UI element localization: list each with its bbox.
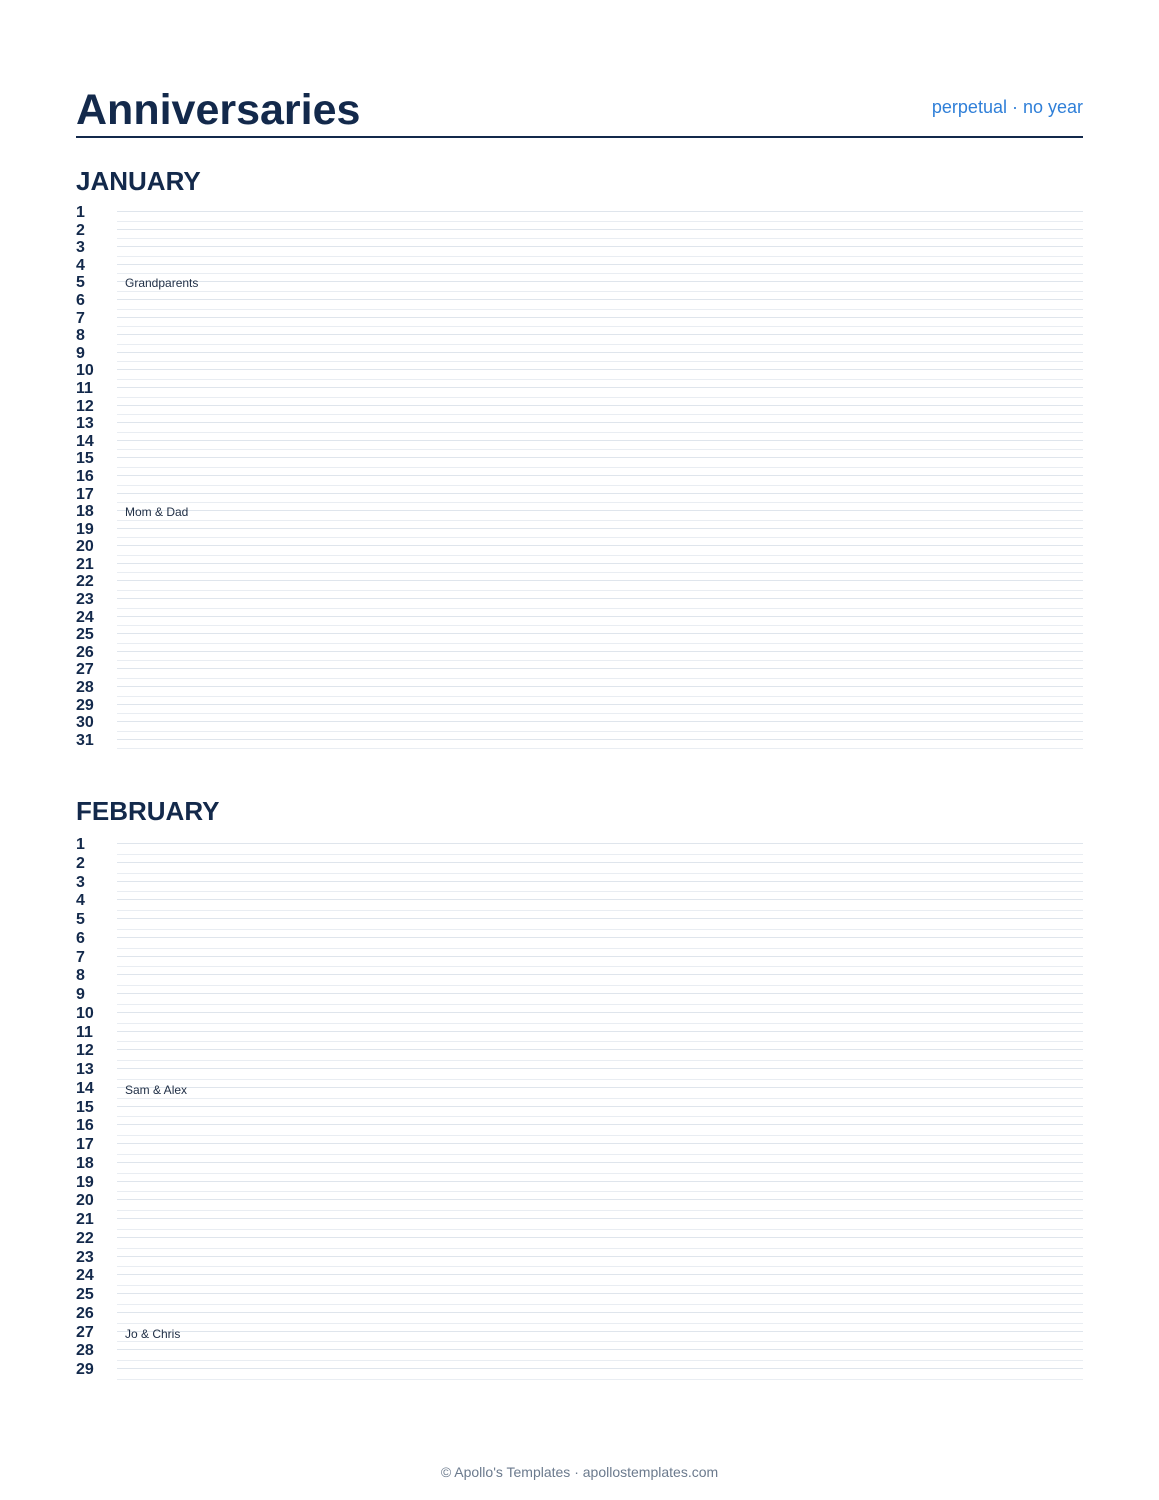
writing-line [117, 352, 1083, 353]
day-row [76, 362, 1083, 380]
writing-line [117, 956, 1083, 957]
day-row [76, 1211, 1083, 1230]
writing-line [117, 843, 1083, 844]
day-row [76, 538, 1083, 556]
writing-line [117, 651, 1083, 652]
writing-line [117, 1087, 1083, 1088]
day-row [76, 1249, 1083, 1268]
writing-line [117, 974, 1083, 975]
day-number: 17 [76, 485, 94, 503]
writing-line [117, 1049, 1083, 1050]
writing-line [117, 1031, 1083, 1032]
day-number: 18 [76, 503, 94, 521]
day-number: 11 [76, 1023, 93, 1041]
day-number: 12 [76, 397, 94, 415]
day-row [76, 573, 1083, 591]
writing-line [117, 1379, 1083, 1380]
day-row [76, 1061, 1083, 1080]
day-row [76, 986, 1083, 1005]
day-number: 17 [76, 1136, 94, 1153]
day-row [76, 732, 1083, 750]
writing-line [117, 475, 1083, 476]
writing-line [117, 1199, 1083, 1200]
writing-line [117, 334, 1083, 335]
day-number: 2 [76, 854, 85, 872]
anniversary-note: Grandparents [125, 276, 199, 291]
day-number: 26 [76, 1304, 94, 1322]
day-number: 2 [76, 221, 85, 239]
writing-line [117, 633, 1083, 634]
writing-line [117, 563, 1083, 564]
anniversary-note: Sam & Alex [125, 1082, 188, 1097]
day-list [76, 204, 1083, 749]
day-number: 8 [76, 967, 85, 985]
day-number: 10 [76, 362, 94, 380]
page-header [76, 86, 1083, 138]
writing-line [117, 528, 1083, 529]
day-row [76, 1099, 1083, 1118]
day-row [76, 468, 1083, 486]
day-number: 5 [76, 274, 85, 292]
day-row [76, 345, 1083, 363]
day-number: 25 [76, 626, 94, 644]
writing-line [117, 1106, 1083, 1107]
day-number: 30 [76, 714, 94, 732]
day-row [76, 1136, 1083, 1155]
day-row [76, 1155, 1083, 1174]
day-number: 1 [76, 204, 85, 221]
writing-line [117, 510, 1083, 511]
writing-line [117, 1143, 1083, 1144]
anniversary-note: Mom & Dad [125, 505, 189, 520]
day-row [76, 1286, 1083, 1305]
day-number: 1 [76, 836, 85, 853]
writing-line [117, 264, 1083, 265]
day-row [76, 1042, 1083, 1061]
day-number: 23 [76, 1248, 94, 1266]
writing-line [117, 229, 1083, 230]
day-number: 28 [76, 679, 94, 697]
writing-line [117, 281, 1083, 282]
day-number: 13 [76, 415, 94, 433]
day-row [76, 626, 1083, 644]
writing-line [117, 881, 1083, 882]
day-number: 18 [76, 1154, 94, 1172]
day-row [76, 398, 1083, 416]
day-number: 20 [76, 538, 94, 556]
day-number: 20 [76, 1192, 94, 1210]
day-row [76, 310, 1083, 328]
writing-line [117, 918, 1083, 919]
day-row [76, 1005, 1083, 1024]
page-subtitle: perpetual · no year [931, 97, 1083, 117]
day-row [76, 714, 1083, 732]
day-number: 28 [76, 1342, 94, 1360]
writing-line [117, 457, 1083, 458]
day-number: 16 [76, 467, 94, 485]
day-number: 21 [76, 1211, 94, 1228]
writing-line [117, 1331, 1083, 1332]
writing-line [117, 739, 1083, 740]
writing-line [117, 246, 1083, 247]
writing-line [117, 545, 1083, 546]
day-row [76, 1324, 1083, 1343]
writing-line [117, 899, 1083, 900]
writing-line [117, 1012, 1083, 1013]
day-row [76, 644, 1083, 662]
day-number: 3 [76, 239, 85, 257]
day-row [76, 292, 1083, 310]
day-row [76, 930, 1083, 949]
day-row [76, 1361, 1083, 1380]
day-number: 29 [76, 1361, 94, 1378]
day-number: 25 [76, 1286, 94, 1303]
day-row [76, 949, 1083, 968]
day-row [76, 274, 1083, 292]
writing-line [117, 704, 1083, 705]
writing-line [117, 440, 1083, 441]
day-row [76, 1305, 1083, 1324]
day-number: 10 [76, 1004, 94, 1022]
day-row [76, 239, 1083, 257]
day-row [76, 661, 1083, 679]
day-row [76, 1192, 1083, 1211]
day-row [76, 1267, 1083, 1286]
footer-credit: © Apollo's Templates · apollostemplates.com [440, 1464, 719, 1480]
writing-line [117, 668, 1083, 669]
anniversary-note: Jo & Chris [125, 1326, 181, 1341]
month-heading: FEBRUARY [76, 796, 220, 826]
writing-line [117, 1218, 1083, 1219]
day-number: 9 [76, 986, 85, 1003]
day-row [76, 486, 1083, 504]
writing-line [117, 598, 1083, 599]
day-number: 16 [76, 1117, 94, 1135]
day-row [76, 1024, 1083, 1043]
day-row [76, 556, 1083, 574]
writing-line [117, 1124, 1083, 1125]
day-number: 24 [76, 608, 94, 626]
day-number: 26 [76, 643, 94, 661]
writing-line [117, 686, 1083, 687]
day-row [76, 204, 1083, 222]
day-number: 14 [76, 432, 94, 450]
day-number: 12 [76, 1042, 94, 1060]
writing-line [117, 299, 1083, 300]
day-number: 22 [76, 1229, 94, 1247]
day-number: 9 [76, 344, 85, 362]
writing-line [117, 1293, 1083, 1294]
day-row [76, 450, 1083, 468]
day-number: 24 [76, 1267, 94, 1285]
writing-line [117, 422, 1083, 423]
day-number: 13 [76, 1061, 94, 1078]
day-number: 5 [76, 911, 85, 928]
day-row [76, 222, 1083, 240]
writing-line [117, 1181, 1083, 1182]
writing-line [117, 387, 1083, 388]
day-row [76, 433, 1083, 451]
day-number: 19 [76, 1173, 94, 1191]
day-number: 22 [76, 573, 94, 591]
day-number: 15 [76, 1098, 94, 1116]
day-number: 6 [76, 929, 85, 947]
writing-line [117, 937, 1083, 938]
day-number: 11 [76, 379, 93, 397]
day-row [76, 591, 1083, 609]
day-row [76, 855, 1083, 874]
page-title: Anniversaries [76, 86, 361, 134]
writing-line [117, 1349, 1083, 1350]
day-row [76, 874, 1083, 893]
day-row [76, 257, 1083, 275]
writing-line [117, 1312, 1083, 1313]
writing-line [117, 405, 1083, 406]
writing-line [117, 1162, 1083, 1163]
writing-line [117, 211, 1083, 212]
writing-line [117, 993, 1083, 994]
day-row [76, 1080, 1083, 1099]
day-row [76, 327, 1083, 345]
day-number: 14 [76, 1079, 94, 1097]
day-number: 3 [76, 873, 85, 891]
day-row [76, 1230, 1083, 1249]
day-number: 23 [76, 591, 94, 609]
day-number: 29 [76, 696, 94, 714]
day-number: 15 [76, 450, 94, 468]
day-number: 4 [76, 256, 85, 274]
writing-line [117, 317, 1083, 318]
day-row [76, 697, 1083, 715]
day-number: 8 [76, 327, 85, 345]
writing-line [117, 493, 1083, 494]
writing-line [117, 1237, 1083, 1238]
day-number: 6 [76, 291, 85, 309]
day-row [76, 1117, 1083, 1136]
day-row [76, 679, 1083, 697]
day-number: 7 [76, 309, 85, 327]
day-row [76, 911, 1083, 930]
day-row [76, 892, 1083, 911]
writing-line [117, 1368, 1083, 1369]
writing-line [117, 369, 1083, 370]
writing-line [117, 862, 1083, 863]
writing-line [117, 721, 1083, 722]
day-number: 21 [76, 555, 94, 573]
day-row [76, 609, 1083, 627]
day-row [76, 1174, 1083, 1193]
day-row [76, 415, 1083, 433]
day-number: 4 [76, 892, 85, 910]
day-row [76, 521, 1083, 539]
writing-line [117, 580, 1083, 581]
writing-line [117, 1274, 1083, 1275]
day-row [76, 380, 1083, 398]
day-row [76, 1342, 1083, 1361]
month-heading: JANUARY [76, 166, 201, 196]
day-number: 27 [76, 1323, 94, 1341]
day-list [76, 836, 1083, 1380]
day-number: 19 [76, 520, 94, 538]
writing-line [117, 616, 1083, 617]
day-number: 27 [76, 661, 94, 679]
writing-line [117, 1068, 1083, 1069]
writing-line [117, 748, 1083, 749]
day-row [76, 967, 1083, 986]
day-row [76, 503, 1083, 521]
day-number: 31 [76, 731, 94, 749]
writing-line [117, 1256, 1083, 1257]
day-number: 7 [76, 948, 85, 966]
day-row [76, 836, 1083, 855]
